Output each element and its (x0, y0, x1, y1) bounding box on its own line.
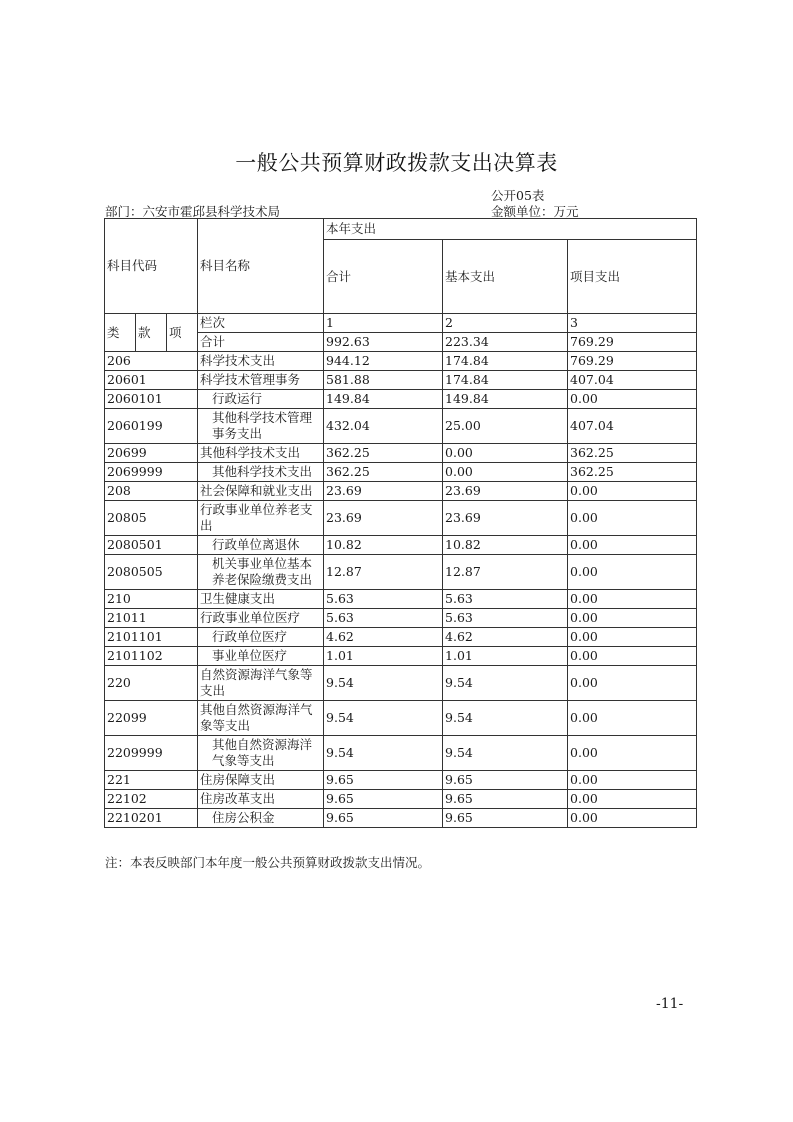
amount-total: 9.54 (324, 666, 443, 701)
header-total: 合计 (324, 240, 443, 314)
amount-total: 5.63 (324, 609, 443, 628)
amount-total: 362.25 (324, 463, 443, 482)
subject-name: 其他科学技术支出 (198, 444, 324, 463)
amount-total: 362.25 (324, 444, 443, 463)
subject-name: 机关事业单位基本养老保险缴费支出 (198, 555, 324, 590)
subject-code: 2069999 (105, 463, 198, 482)
subject-code: 2210201 (105, 809, 198, 828)
amount-total: 5.63 (324, 590, 443, 609)
column-order-label: 栏次 (198, 314, 324, 333)
amount-total: 944.12 (324, 352, 443, 371)
department-label: 部门：六安市霍邱县科学技术局 (105, 204, 281, 219)
header-xiang: 项 (167, 314, 198, 352)
header-subject-name: 科目名称 (198, 219, 324, 314)
subject-name: 住房改革支出 (198, 790, 324, 809)
subject-code: 2101102 (105, 647, 198, 666)
subject-code: 2060199 (105, 409, 198, 444)
amount-project: 0.00 (568, 809, 697, 828)
subject-code: 2209999 (105, 736, 198, 771)
amount-basic: 10.82 (443, 536, 568, 555)
subject-name: 其他自然资源海洋气象等支出 (198, 701, 324, 736)
header-project: 项目支出 (568, 240, 697, 314)
subject-code: 20699 (105, 444, 198, 463)
subject-code: 210 (105, 590, 198, 609)
subject-name: 社会保障和就业支出 (198, 482, 324, 501)
amount-basic: 174.84 (443, 352, 568, 371)
amount-basic: 9.54 (443, 666, 568, 701)
amount-total: 432.04 (324, 409, 443, 444)
subject-code: 20805 (105, 501, 198, 536)
table-row (105, 409, 697, 444)
amount-project: 0.00 (568, 736, 697, 771)
amount-project: 769.29 (568, 352, 697, 371)
amount-basic: 25.00 (443, 409, 568, 444)
amount-project: 407.04 (568, 371, 697, 390)
subject-code: 2080501 (105, 536, 198, 555)
table-row (105, 790, 697, 809)
amount-basic: 0.00 (443, 444, 568, 463)
amount-basic: 149.84 (443, 390, 568, 409)
amount-basic: 9.65 (443, 809, 568, 828)
amount-basic: 4.62 (443, 628, 568, 647)
subject-code: 22099 (105, 701, 198, 736)
table-row (105, 647, 697, 666)
amount-basic: 9.54 (443, 701, 568, 736)
subject-code: 220 (105, 666, 198, 701)
table-row (105, 609, 697, 628)
amount-total: 9.65 (324, 790, 443, 809)
form-number: 公开05表 (491, 188, 545, 203)
table-row (105, 628, 697, 647)
subject-code: 21011 (105, 609, 198, 628)
amount-project: 0.00 (568, 609, 697, 628)
subject-name: 卫生健康支出 (198, 590, 324, 609)
amount-basic: 9.65 (443, 790, 568, 809)
subject-code: 20601 (105, 371, 198, 390)
table-row (105, 482, 697, 501)
table-row (105, 352, 697, 371)
subject-code: 2060101 (105, 390, 198, 409)
amount-unit: 金额单位：万元 (491, 204, 579, 219)
subject-code: 206 (105, 352, 198, 371)
subject-code: 208 (105, 482, 198, 501)
table-row (105, 463, 697, 482)
header-lei: 类 (105, 314, 136, 352)
amount-project: 0.00 (568, 666, 697, 701)
table-row (105, 666, 697, 701)
amount-project: 0.00 (568, 555, 697, 590)
amount-total: 23.69 (324, 482, 443, 501)
subject-name: 其他科学技术支出 (198, 463, 324, 482)
amount-basic: 23.69 (443, 501, 568, 536)
amount-basic: 0.00 (443, 463, 568, 482)
amount-basic: 5.63 (443, 609, 568, 628)
subject-code: 2101101 (105, 628, 198, 647)
amount-total: 581.88 (324, 371, 443, 390)
header-row (105, 219, 697, 240)
subject-name: 事业单位医疗 (198, 647, 324, 666)
amount-project: 0.00 (568, 536, 697, 555)
page-number: -11- (656, 996, 684, 1012)
subject-code: 22102 (105, 790, 198, 809)
page-title: 一般公共预算财政拨款支出决算表 (235, 151, 558, 175)
amount-basic: 12.87 (443, 555, 568, 590)
header-kuan: 款 (136, 314, 167, 352)
header-subject-code: 科目代码 (105, 219, 198, 314)
amount-basic: 23.69 (443, 482, 568, 501)
subject-name: 科学技术支出 (198, 352, 324, 371)
subject-name: 自然资源海洋气象等支出 (198, 666, 324, 701)
amount-total: 149.84 (324, 390, 443, 409)
table-row (105, 736, 697, 771)
amount-basic: 174.84 (443, 371, 568, 390)
subject-name: 行政事业单位养老支出 (198, 501, 324, 536)
amount-basic: 9.65 (443, 771, 568, 790)
sum-basic: 223.34 (443, 333, 568, 352)
amount-total: 9.65 (324, 771, 443, 790)
amount-project: 362.25 (568, 444, 697, 463)
amount-basic: 1.01 (443, 647, 568, 666)
table-row (105, 536, 697, 555)
amount-total: 9.54 (324, 736, 443, 771)
subject-name: 行政事业单位医疗 (198, 609, 324, 628)
table-row (105, 590, 697, 609)
amount-basic: 5.63 (443, 590, 568, 609)
expenditure-table (104, 218, 697, 828)
subject-name: 住房保障支出 (198, 771, 324, 790)
column-order-2: 2 (443, 314, 568, 333)
sum-total: 992.63 (324, 333, 443, 352)
subject-code: 221 (105, 771, 198, 790)
amount-project: 0.00 (568, 647, 697, 666)
amount-project: 0.00 (568, 628, 697, 647)
table-row (105, 809, 697, 828)
header-current-year: 本年支出 (324, 219, 697, 240)
column-order-1: 1 (324, 314, 443, 333)
subject-name: 行政单位医疗 (198, 628, 324, 647)
amount-project: 0.00 (568, 590, 697, 609)
amount-total: 9.65 (324, 809, 443, 828)
sum-label: 合计 (198, 333, 324, 352)
table-row (105, 555, 697, 590)
amount-total: 23.69 (324, 501, 443, 536)
table-row (105, 371, 697, 390)
column-order-row (105, 314, 697, 333)
header-basic: 基本支出 (443, 240, 568, 314)
subject-name: 其他科学技术管理事务支出 (198, 409, 324, 444)
amount-total: 10.82 (324, 536, 443, 555)
table-row (105, 701, 697, 736)
amount-project: 0.00 (568, 482, 697, 501)
subject-code: 2080505 (105, 555, 198, 590)
amount-basic: 9.54 (443, 736, 568, 771)
table-row (105, 390, 697, 409)
sum-project: 769.29 (568, 333, 697, 352)
table-row (105, 771, 697, 790)
amount-total: 9.54 (324, 701, 443, 736)
amount-project: 362.25 (568, 463, 697, 482)
table-row (105, 444, 697, 463)
amount-total: 12.87 (324, 555, 443, 590)
footnote: 注：本表反映部门本年度一般公共预算财政拨款支出情况。 (105, 855, 431, 870)
amount-project: 0.00 (568, 790, 697, 809)
subject-name: 行政运行 (198, 390, 324, 409)
amount-project: 0.00 (568, 701, 697, 736)
subject-name: 住房公积金 (198, 809, 324, 828)
subject-name: 行政单位离退休 (198, 536, 324, 555)
subject-name: 科学技术管理事务 (198, 371, 324, 390)
subject-name: 其他自然资源海洋气象等支出 (198, 736, 324, 771)
amount-project: 407.04 (568, 409, 697, 444)
column-order-3: 3 (568, 314, 697, 333)
amount-total: 4.62 (324, 628, 443, 647)
amount-project: 0.00 (568, 501, 697, 536)
amount-total: 1.01 (324, 647, 443, 666)
amount-project: 0.00 (568, 771, 697, 790)
table-row (105, 501, 697, 536)
amount-project: 0.00 (568, 390, 697, 409)
